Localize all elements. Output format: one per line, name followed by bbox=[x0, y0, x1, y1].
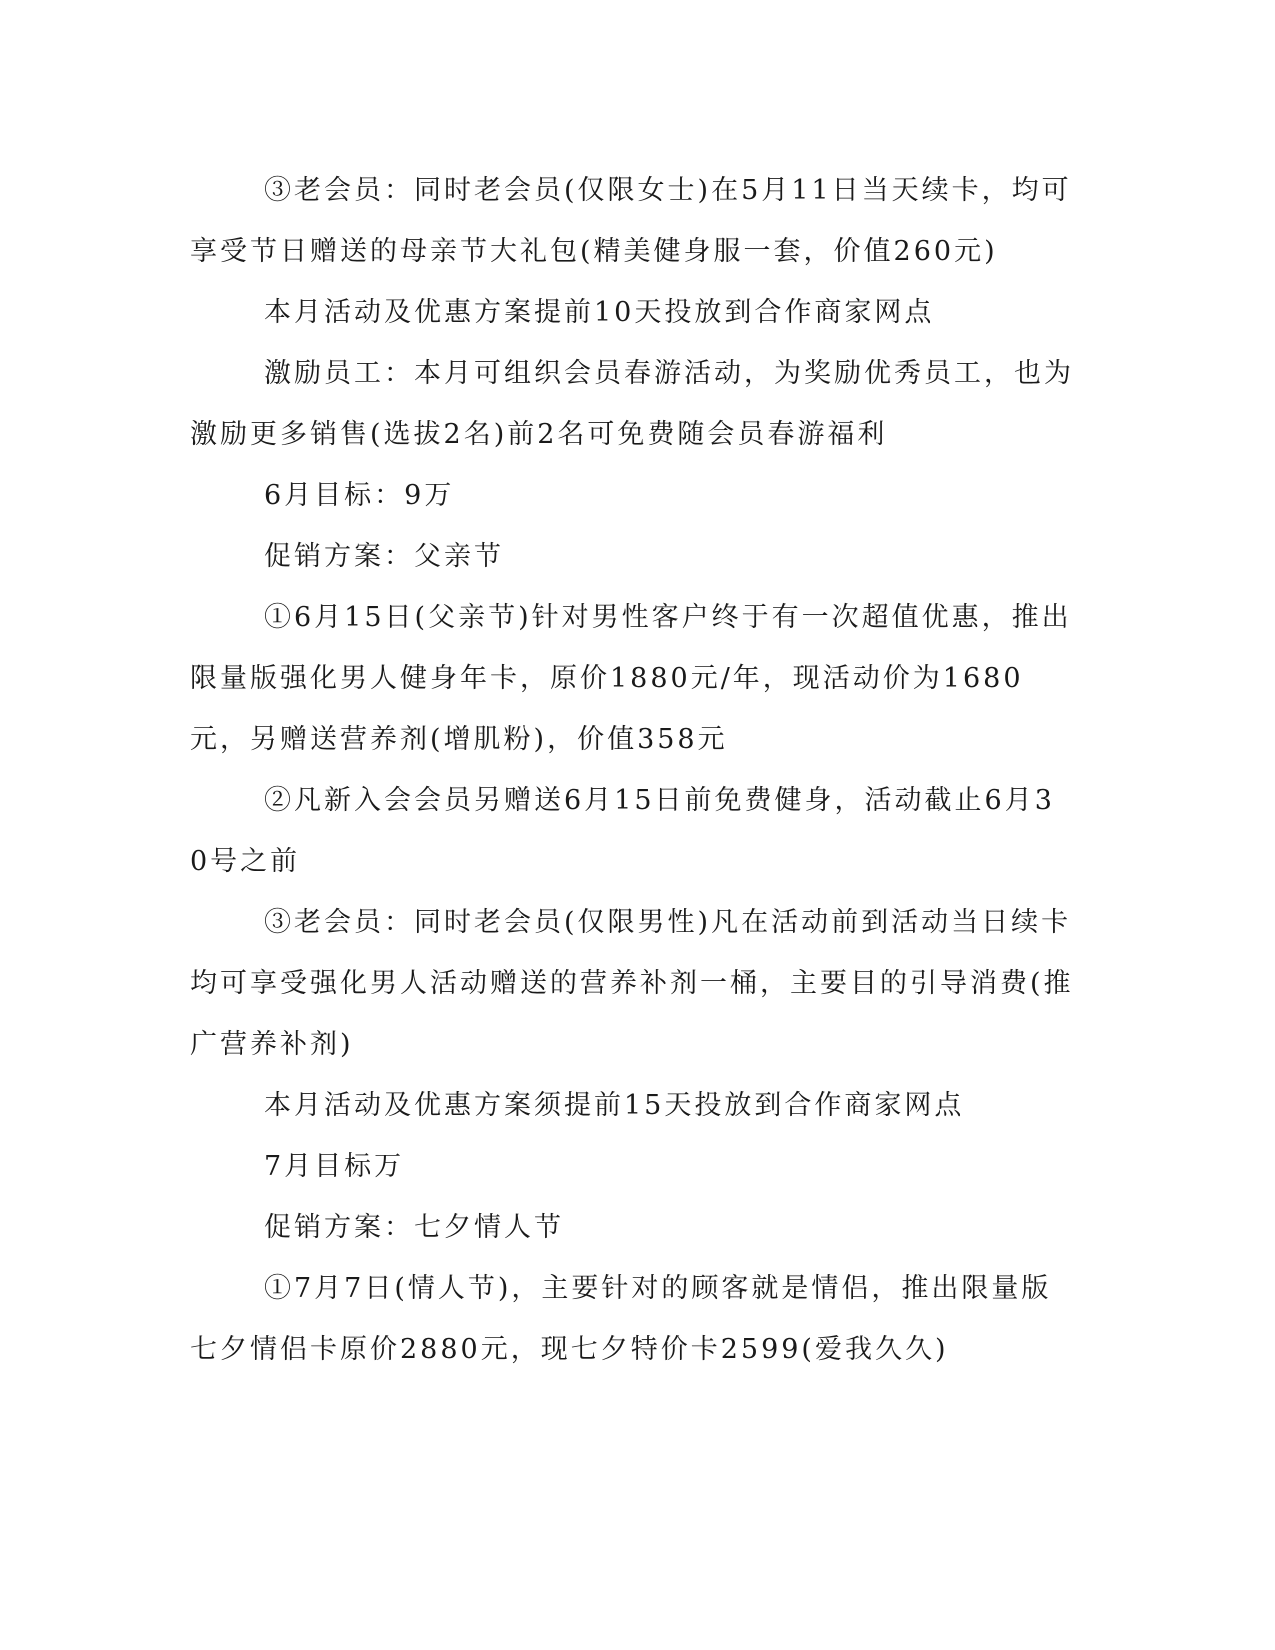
paragraph-old-member-mothers-day: ③老会员：同时老会员(仅限女士)在5月11日当天续卡，均可享受节日赠送的母亲节大礼包(精美健身服一套，价值260元) bbox=[190, 175, 1072, 267]
paragraph-staff-incentive: 激励员工：本月可组织会员春游活动，为奖励优秀员工，也为激励更多销售(选拔2名)前2名可免费随会员春游福利 bbox=[190, 358, 1074, 450]
paragraph-fathers-day-item-1: ①6月15日(父亲节)针对男性客户终于有一次超值优惠，推出限量版强化男人健身年卡，原价1880元/年，现活动价为1680元，另赠送营养剂(增肌粉)，价值358元 bbox=[190, 602, 1072, 755]
paragraph-june-target: 6月目标：9万 bbox=[264, 480, 455, 511]
paragraph-may-release-notice: 本月活动及优惠方案提前10天投放到合作商家网点 bbox=[264, 297, 935, 328]
paragraph-fathers-day-item-2: ②凡新入会会员另赠送6月15日前免费健身，活动截止6月30号之前 bbox=[190, 785, 1055, 877]
paragraph-july-target: 7月目标万 bbox=[264, 1151, 405, 1182]
paragraph-june-release-notice: 本月活动及优惠方案须提前15天投放到合作商家网点 bbox=[264, 1090, 965, 1121]
paragraph-june-promo-plan: 促销方案：父亲节 bbox=[264, 541, 504, 572]
document-body bbox=[190, 160, 1075, 1380]
paragraph-july-promo-plan: 促销方案：七夕情人节 bbox=[264, 1212, 564, 1243]
paragraph-fathers-day-item-3: ③老会员：同时老会员(仅限男性)凡在活动前到活动当日续卡均可享受强化男人活动赠送的营养补剂一桶，主要目的引导消费(推广营养补剂) bbox=[190, 907, 1074, 1060]
paragraph-qixi-item-1: ①7月7日(情人节)，主要针对的顾客就是情侣，推出限量版七夕情侣卡原价2880元，现七夕特价卡2599(爱我久久) bbox=[190, 1273, 1052, 1365]
